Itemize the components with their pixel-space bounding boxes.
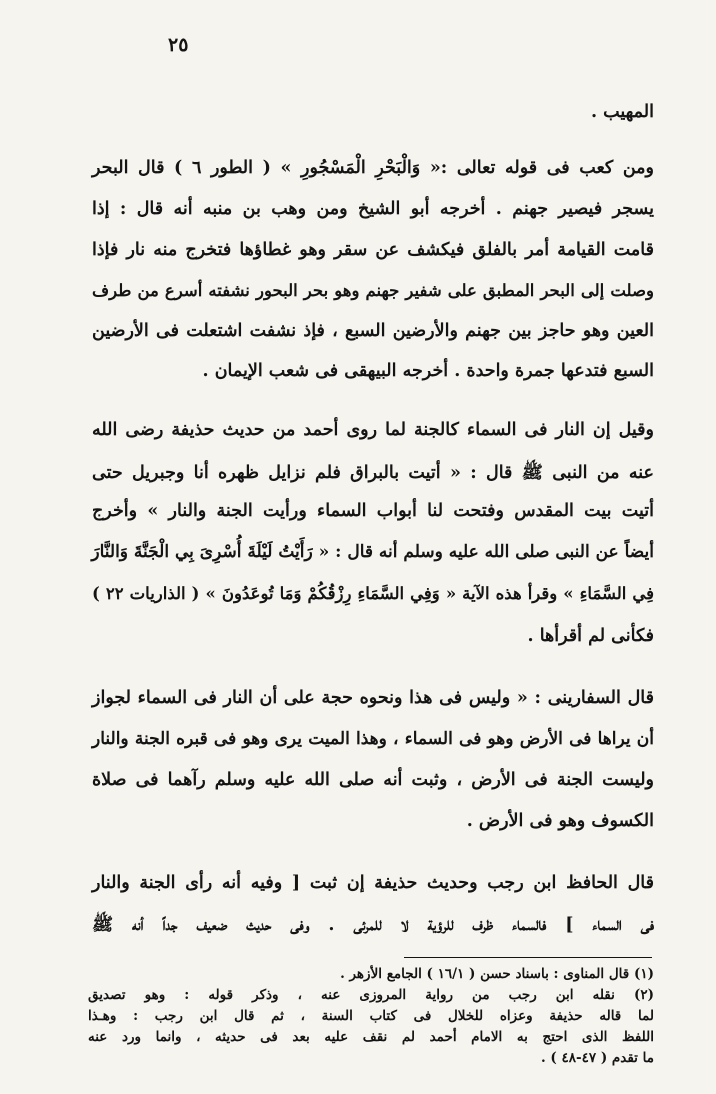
body-line: قال السفارينى : « وليس فى هذا ونحوه حجة على أن النار فى السماء لجواز — [92, 688, 654, 708]
body-line: قال الحافظ ابن رجب وحديث حذيفة إن ثبت [ وفيه أنه رأى الجنة والنار — [92, 873, 654, 893]
footnote-separator — [404, 957, 652, 958]
body-line: فى السماء ] فالسماء ظرف للرؤية لا للمرئى . وفى حديث ضعيف جداً أنه ﷺ — [92, 915, 654, 935]
page-number: ٢٥ — [168, 34, 189, 56]
body-line: العين وهو حاجز بين جهنم والأرضين السبع ، فإذ نشفت اشتعلت فى الأرضين — [92, 321, 654, 341]
footnote-line: اللفظ الذى احتج به الامام أحمد لم نقف عليه بعد فى حديثه ، وانما ورد عنه — [88, 1029, 654, 1045]
body-line: ومن كعب فى قوله تعالى :« وَالْبَحْرِ الْمَسْجُورِ » ( الطور ٦ ) قال البحر — [92, 158, 654, 178]
body-line: يسجر فيصير جهنم . أخرجه أبو الشيخ ومن وهب بن منبه أنه قال : إذا — [92, 199, 654, 219]
body-line: السبع فتدعها جمرة واحدة . أخرجه البيهقى فى شعب الإيمان . — [202, 361, 654, 381]
body-line: أن يراها فى الأرض وهو فى السماء ، وهذا الميت يرى وهو فى قبره الجنة والنار — [92, 729, 654, 749]
body-line: فِي السَّمَاءِ » وقرأ هذه الآية « وَفِي السَّمَاءِ رِزْقُكُمْ وَمَا تُوعَدُونَ » ( الذاريات ٢٢ ) — [92, 584, 654, 603]
body-line: وليست الجنة فى الأرض ، وثبت أنه صلى الله عليه وسلم رآهما فى صلاة — [92, 770, 654, 790]
body-line: الكسوف وهو فى الأرض . — [466, 811, 654, 831]
footnote-line: لما قاله حذيفة وعزاه للخلال فى كتاب السنة ، ثم قال ابن رجب : وهـذا — [88, 1008, 654, 1024]
body-line: المهيب . — [590, 102, 654, 122]
body-line: فكأنى لم أقرأها . — [527, 626, 654, 646]
footnote-line: (٢) نقله ابن رجب من رواية المروزى عنه ، وذكر قوله : وهو تصديق — [88, 987, 654, 1003]
body-line: قامت القيامة أمر بالفلق فيكشف عن سقر وهو غطاؤها فتخرج منه نار فإذا — [92, 240, 654, 260]
body-line: وصلت إلى البحر المطبق على شفير جهنم وهو بحر البحور نشفته أسرع من طرف — [92, 281, 654, 300]
body-line: أيضاً عن النبى صلى الله عليه وسلم أنه قال : « رَأَيْتُ لَيْلَةَ أُسْرِىَ بِي الْجَنَّةَ وَالنَّارَ — [91, 542, 654, 562]
footnote-line: (١) قال المناوى : باسناد حسن ( ١٦/١ ) الجامع الأزهر . — [340, 966, 654, 982]
body-line: وقيل إن النار فى السماء كالجنة لما روى أحمد من حديث حذيفة رضى الله — [92, 420, 654, 440]
footnote-line: ما تقدم ( ٤٧-٤٨ ) . — [540, 1050, 654, 1066]
body-line: أتيت بيت المقدس وفتحت لنا أبواب السماء ورأيت الجنة والنار » وأخرج — [92, 501, 654, 521]
body-line: عنه من النبى ﷺ قال : « أتيت بالبراق فلم نزايل ظهره أنا وجبريل حتى — [92, 463, 654, 483]
